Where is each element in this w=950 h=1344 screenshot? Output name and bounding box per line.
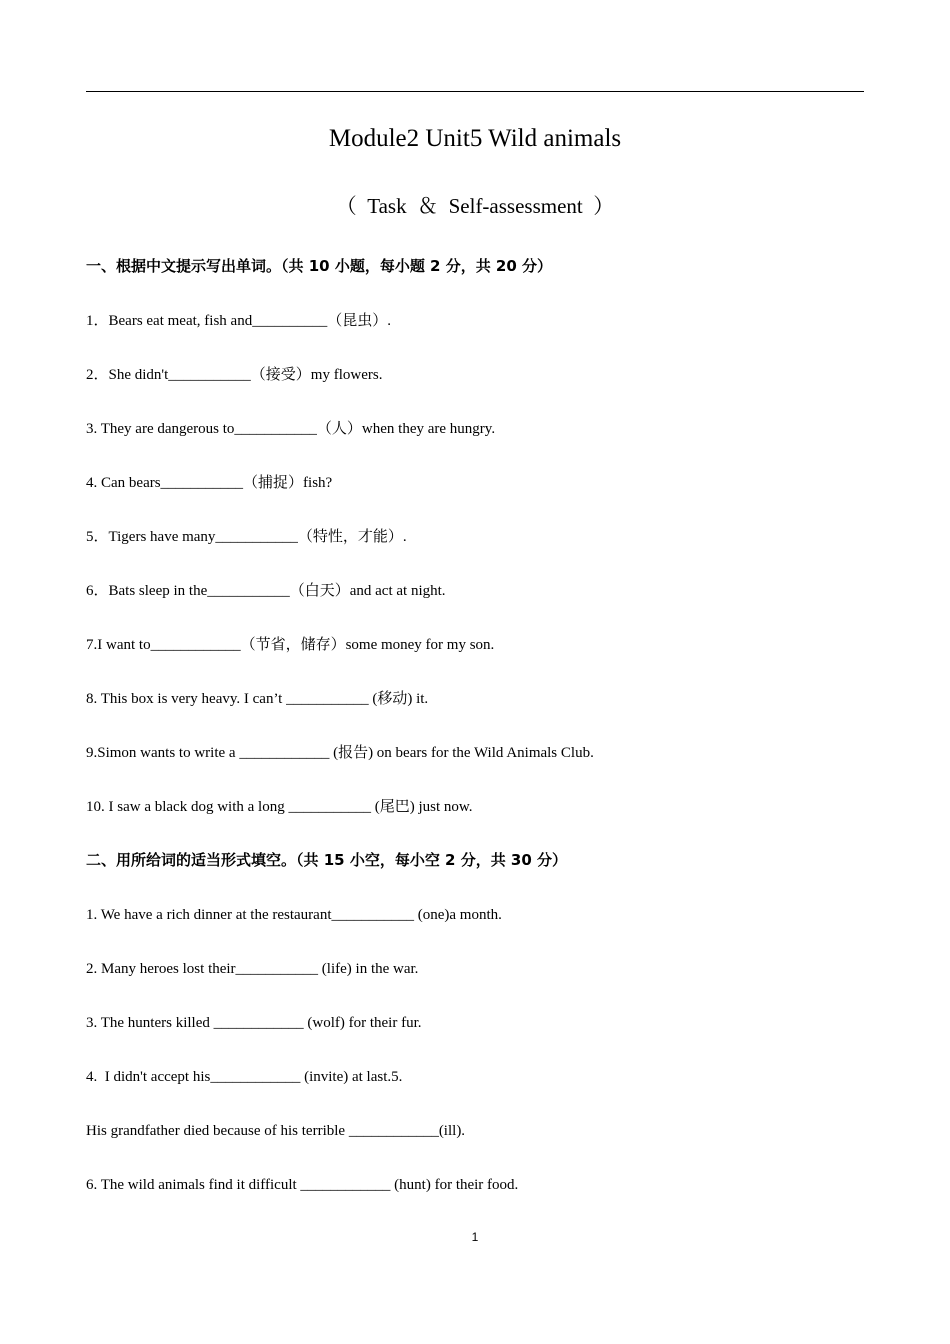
exercise-1-item-1: 1．Bears eat meat, fish and__________（昆虫）. [86, 313, 391, 329]
exercise-1-item-8: 8. This box is very heavy. I can’t ___________ (移动) it. [86, 691, 429, 707]
exercise-2-item-2: 2. Many heroes lost their___________ (life) in the war. [86, 961, 419, 977]
exercise-2-item-1: 1. We have a rich dinner at the restaurant___________ (one)a month. [86, 907, 502, 923]
header-rule [86, 91, 864, 92]
exercise-1-item-9: 9.Simon wants to write a ____________ (报告) on bears for the Wild Animals Club. [86, 745, 594, 761]
exercise-1-item-10: 10. I saw a black dog with a long ___________ (尾巴) just now. [86, 799, 473, 815]
exercise-1-item-2: 2．She didn't___________（接受）my flowers. [86, 367, 383, 383]
page-number: 1 [471, 1230, 479, 1244]
exercise-1-item-3: 3. They are dangerous to___________（人）when they are hungry. [86, 421, 496, 437]
exercise-1-item-5: 5．Tigers have many___________（特性，才能）. [86, 529, 407, 545]
exercise-2-item-3: 3. The hunters killed ____________ (wolf) for their fur. [86, 1015, 422, 1031]
section-2-heading: 二、用所给词的适当形式填空。（共 15 小空，每小空 2 分，共 30 分） [86, 851, 568, 869]
exercise-2-item-4: 4. I didn't accept his____________ (invite) at last.5. [86, 1069, 403, 1085]
document-title: Module2 Unit5 Wild animals [328, 125, 622, 152]
exercise-2-item-6: 6. The wild animals find it difficult ____________ (hunt) for their food. [86, 1177, 519, 1193]
exercise-2-item-5: His grandfather died because of his terrible ____________(ill). [86, 1123, 466, 1139]
exercise-1-item-7: 7.I want to____________（节省，储存）some money for my son. [86, 637, 495, 653]
exercise-1-item-4: 4. Can bears___________（捕捉）fish? [86, 475, 333, 491]
exercise-1-item-6: 6．Bats sleep in the___________（白天）and act at night. [86, 583, 446, 599]
document-subtitle: （ Task ＆ Self-assessment ） [335, 194, 615, 218]
section-1-heading: 一、根据中文提示写出单词。（共 10 小题，每小题 2 分，共 20 分） [86, 257, 553, 275]
